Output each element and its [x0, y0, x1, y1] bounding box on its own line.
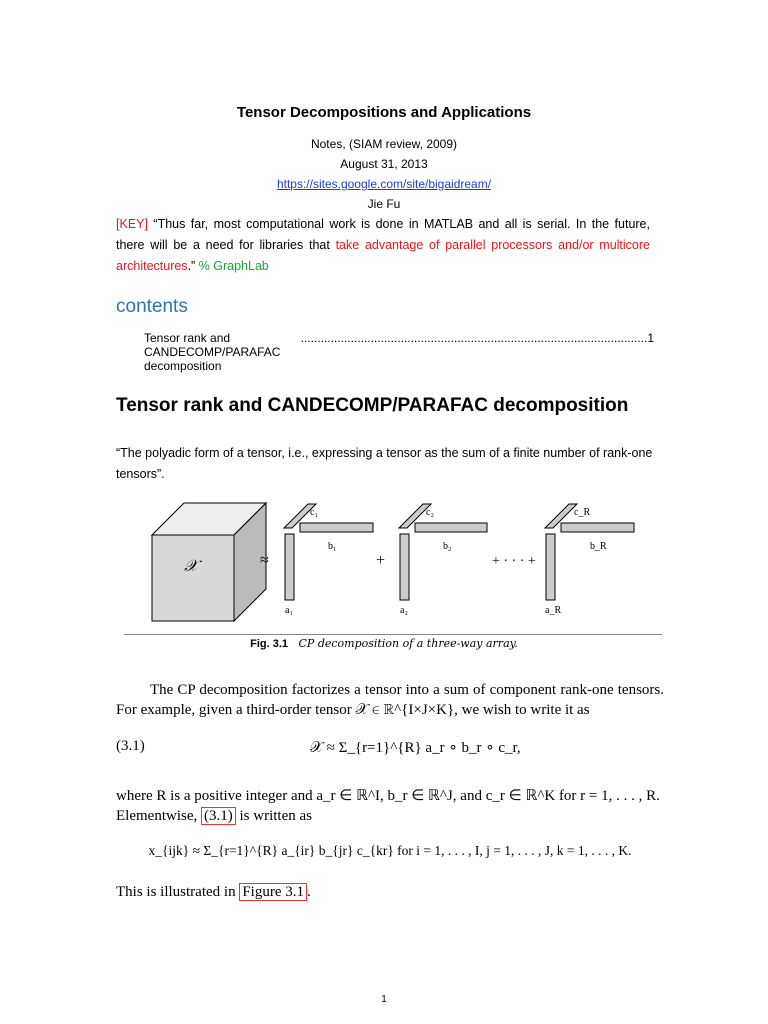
c-label-r: c_R: [574, 507, 591, 518]
rank-one-term-r: [545, 504, 634, 600]
figure-caption: [0, 637, 768, 650]
graphlab-tag: % GraphLab: [198, 259, 269, 273]
illustrated-end: .: [307, 884, 311, 900]
where-text-end: is written as: [239, 808, 312, 824]
document-title: Tensor Decompositions and Applications: [236, 104, 532, 121]
rank-one-term-2: [399, 504, 487, 600]
toc-entry[interactable]: [144, 331, 654, 373]
where-text: where R is a positive integer and a_r ∈ ℝ^I, b_r ∈ ℝ^J, and c_r ∈ ℝ^K for r = 1, . . . , R. Elementwise,: [116, 788, 660, 824]
polyadic-quote: “The polyadic form of a tensor, i.e., expressing a tensor as the sum of a finite number of rank-one tensors”.: [116, 446, 653, 481]
contents-heading: contents: [116, 296, 188, 317]
illustrated-text: This is illustrated in: [116, 884, 236, 900]
a-label-2: a₂: [400, 605, 408, 616]
a-label-1: a₁: [285, 605, 293, 616]
key-note-paragraph: [116, 214, 650, 277]
plus-dots-sign: + · · · +: [492, 554, 536, 569]
figure-ref-link[interactable]: Figure 3.1: [239, 883, 307, 901]
where-paragraph: [116, 786, 664, 826]
page-number: 1: [381, 994, 387, 1005]
rank-one-term-1: [284, 504, 373, 600]
equation-number: (3.1): [116, 738, 145, 754]
equation-3-1: 𝒳 ≈ Σ_{r=1}^{R} a_r ∘ b_r ∘ c_r,: [310, 740, 521, 756]
key-quote-text: “Thus far, most computational work is done in MATLAB and all is serial. In the future, there will be a need for libraries that: [116, 217, 650, 252]
toc-entry-page[interactable]: 1: [647, 331, 654, 345]
notes-line: Notes, (SIAM review, 2009): [310, 137, 458, 151]
c-label-1: c₁: [310, 507, 318, 518]
figure-rule: [124, 634, 662, 635]
b-label-r: b_R: [590, 541, 607, 552]
illustrated-paragraph: [116, 884, 311, 901]
key-label: KEY: [119, 217, 145, 231]
toc-entry-dots: ........................................................................................................: [300, 331, 648, 345]
author-url-link[interactable]: https://sites.google.com/site/bigaidream/: [276, 177, 492, 191]
approx-sign: ≈: [260, 552, 269, 569]
figure-caption-text: CP decomposition of a three-way array.: [298, 637, 518, 650]
equation-ref-link[interactable]: (3.1): [201, 807, 236, 825]
elementwise-equation: x_{ijk} ≈ Σ_{r=1}^{R} a_{ir} b_{jr} c_{kr} for i = 1, . . . , I, j = 1, . . . , J, k = 1, . . . , K.: [148, 843, 632, 858]
key-quote-end: .”: [187, 259, 199, 273]
cp-intro-paragraph: The CP decomposition factorizes a tensor into a sum of component rank-one tensors. For example, given a third-order tensor 𝒳 ∈ ℝ^{I×J×K}, we wish to write it as: [116, 682, 664, 718]
b-label-2: b₂: [443, 541, 452, 552]
tensor-cube: [152, 503, 266, 621]
c-label-2: c₂: [426, 507, 434, 518]
author-name: Jie Fu: [367, 197, 401, 211]
b-label-1: b₁: [328, 541, 337, 552]
section-heading: Tensor rank and CANDECOMP/PARAFAC decomposition: [116, 395, 629, 416]
tensor-label: 𝒳: [184, 558, 198, 575]
key-highlight-text: take advantage of parallel processors and/or multicore architectures: [116, 238, 650, 273]
cp-decomposition-figure: [140, 495, 670, 620]
a-label-r: a_R: [545, 605, 562, 616]
figure-number: Fig. 3.1: [250, 638, 289, 650]
date-line: August 31, 2013: [340, 157, 428, 171]
plus-sign: +: [376, 552, 386, 569]
key-bracket-close: ]: [144, 217, 148, 231]
key-bracket-open: [: [116, 217, 120, 231]
toc-entry-label[interactable]: Tensor rank and CANDECOMP/PARAFAC decomposition: [144, 331, 281, 373]
